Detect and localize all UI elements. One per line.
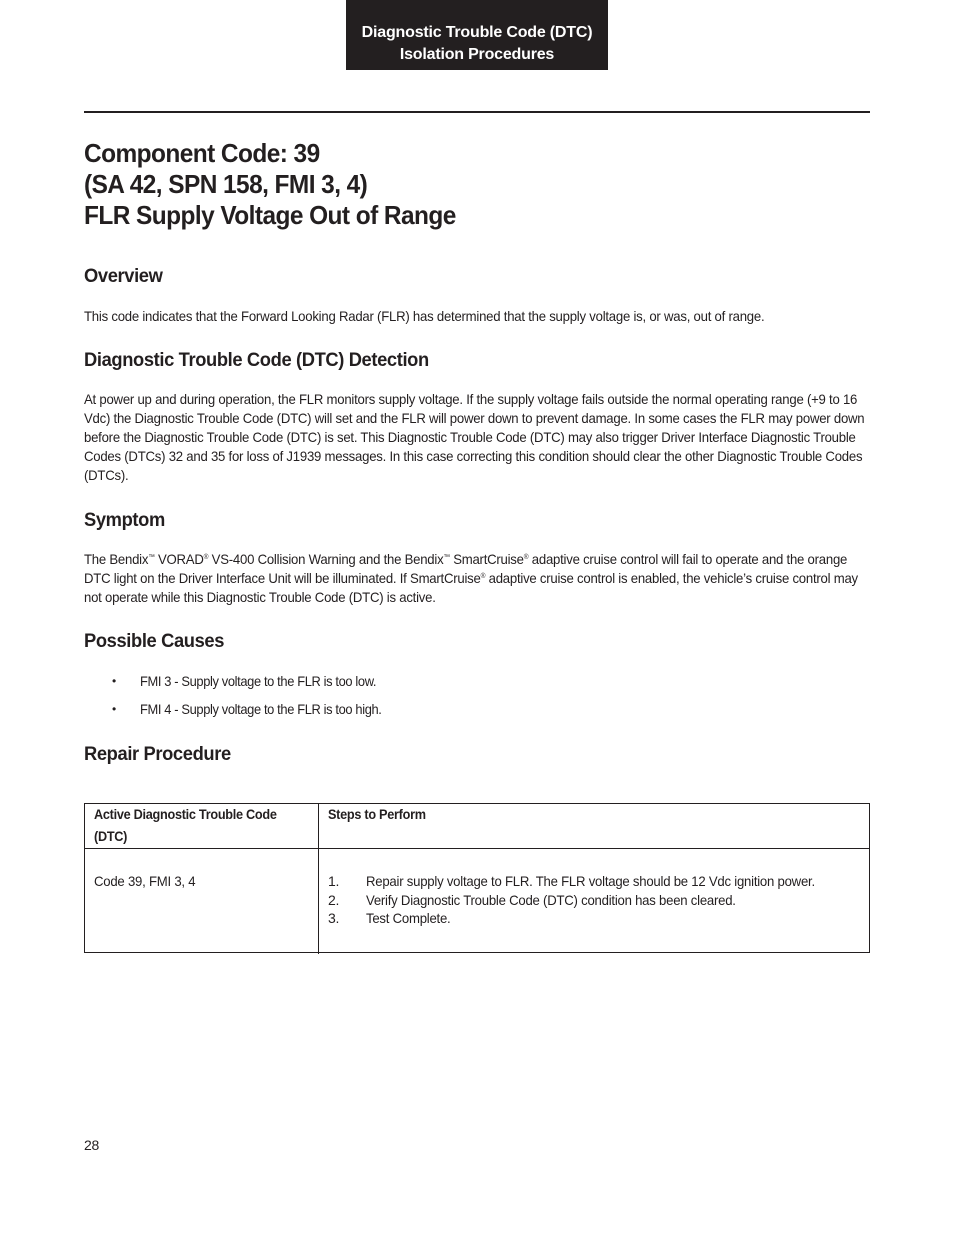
registered-mark: ® <box>480 573 486 580</box>
table-header-active-dtc: Active Diagnostic Trouble Code (DTC) <box>94 807 277 844</box>
possible-causes-heading: Possible Causes <box>84 630 225 652</box>
step-text: Verify Diagnostic Trouble Code (DTC) condition has been cleared. <box>366 891 736 908</box>
symptom-text: The Bendix™ VORAD® VS-400 Collision Warning and the Bendix™ SmartCruise® adaptive cruise control will fail to operate and the orange DTC light on the Driver Interface Unit will be illuminated. If SmartCruise® adaptive cruise control is enabled, the vehicle’s cruise control may not operate while this Diagnostic Trouble Code (DTC) is active. <box>84 551 858 605</box>
registered-mark: ® <box>523 554 529 561</box>
overview-heading: Overview <box>84 265 163 287</box>
page-number: 28 <box>84 1137 99 1153</box>
bullet-icon: • <box>112 702 116 716</box>
bullet-icon: • <box>112 674 116 688</box>
header-line-1: Diagnostic Trouble Code (DTC) <box>361 24 593 41</box>
step-number: 2. <box>328 891 340 908</box>
cause-text: FMI 3 - Supply voltage to the FLR is too low. <box>140 673 377 689</box>
step-text: Repair supply voltage to FLR. The FLR voltage should be 12 Vdc ignition power. <box>366 873 815 889</box>
trademark-mark: ™ <box>148 554 155 561</box>
page-title <box>84 138 456 231</box>
header-line-2: Isolation Procedures <box>399 46 555 63</box>
step-number: 1. <box>328 873 340 889</box>
overview-text: This code indicates that the Forward Looking Radar (FLR) has determined that the supply voltage is, or was, out of range. <box>84 308 765 324</box>
detection-heading: Diagnostic Trouble Code (DTC) Detection <box>84 349 429 371</box>
repair-procedure-table <box>84 803 870 953</box>
registered-mark: ® <box>203 554 209 561</box>
title-line-3: FLR Supply Voltage Out of Range <box>84 200 456 230</box>
title-line-2: (SA 42, SPN 158, FMI 3, 4) <box>84 169 368 199</box>
repair-procedure-heading: Repair Procedure <box>84 743 231 765</box>
section-header-tab <box>346 0 608 70</box>
cause-text: FMI 4 - Supply voltage to the FLR is too high. <box>140 701 382 717</box>
step-number: 3. <box>328 910 340 926</box>
title-line-1: Component Code: 39 <box>84 138 320 168</box>
step-text: Test Complete. <box>366 910 451 926</box>
header-rule <box>84 111 870 113</box>
table-cell-code: Code 39, FMI 3, 4 <box>94 873 196 889</box>
table-header-divider <box>85 848 869 849</box>
table-header-steps: Steps to Perform <box>328 807 426 822</box>
symptom-heading: Symptom <box>84 509 165 531</box>
detection-text: At power up and during operation, the FLR monitors supply voltage. If the supply voltage fails outside the normal operating range (+9 to 16 Vdc) the Diagnostic Trouble Code (DTC) will set and the FLR will power down to prevent damage. In some cases the FLR may power down before the Diagnostic Trouble Code (DTC) is set. This Diagnostic Trouble Code (DTC) may also trigger Driver Interface Diagnostic Trouble Codes (DTCs) 32 and 35 for loss of J1939 messages. In this case correcting this condition should clear the other Diagnostic Trouble Codes (DTCs). <box>84 391 865 483</box>
trademark-mark: ™ <box>443 554 450 561</box>
table-column-divider <box>318 804 319 954</box>
